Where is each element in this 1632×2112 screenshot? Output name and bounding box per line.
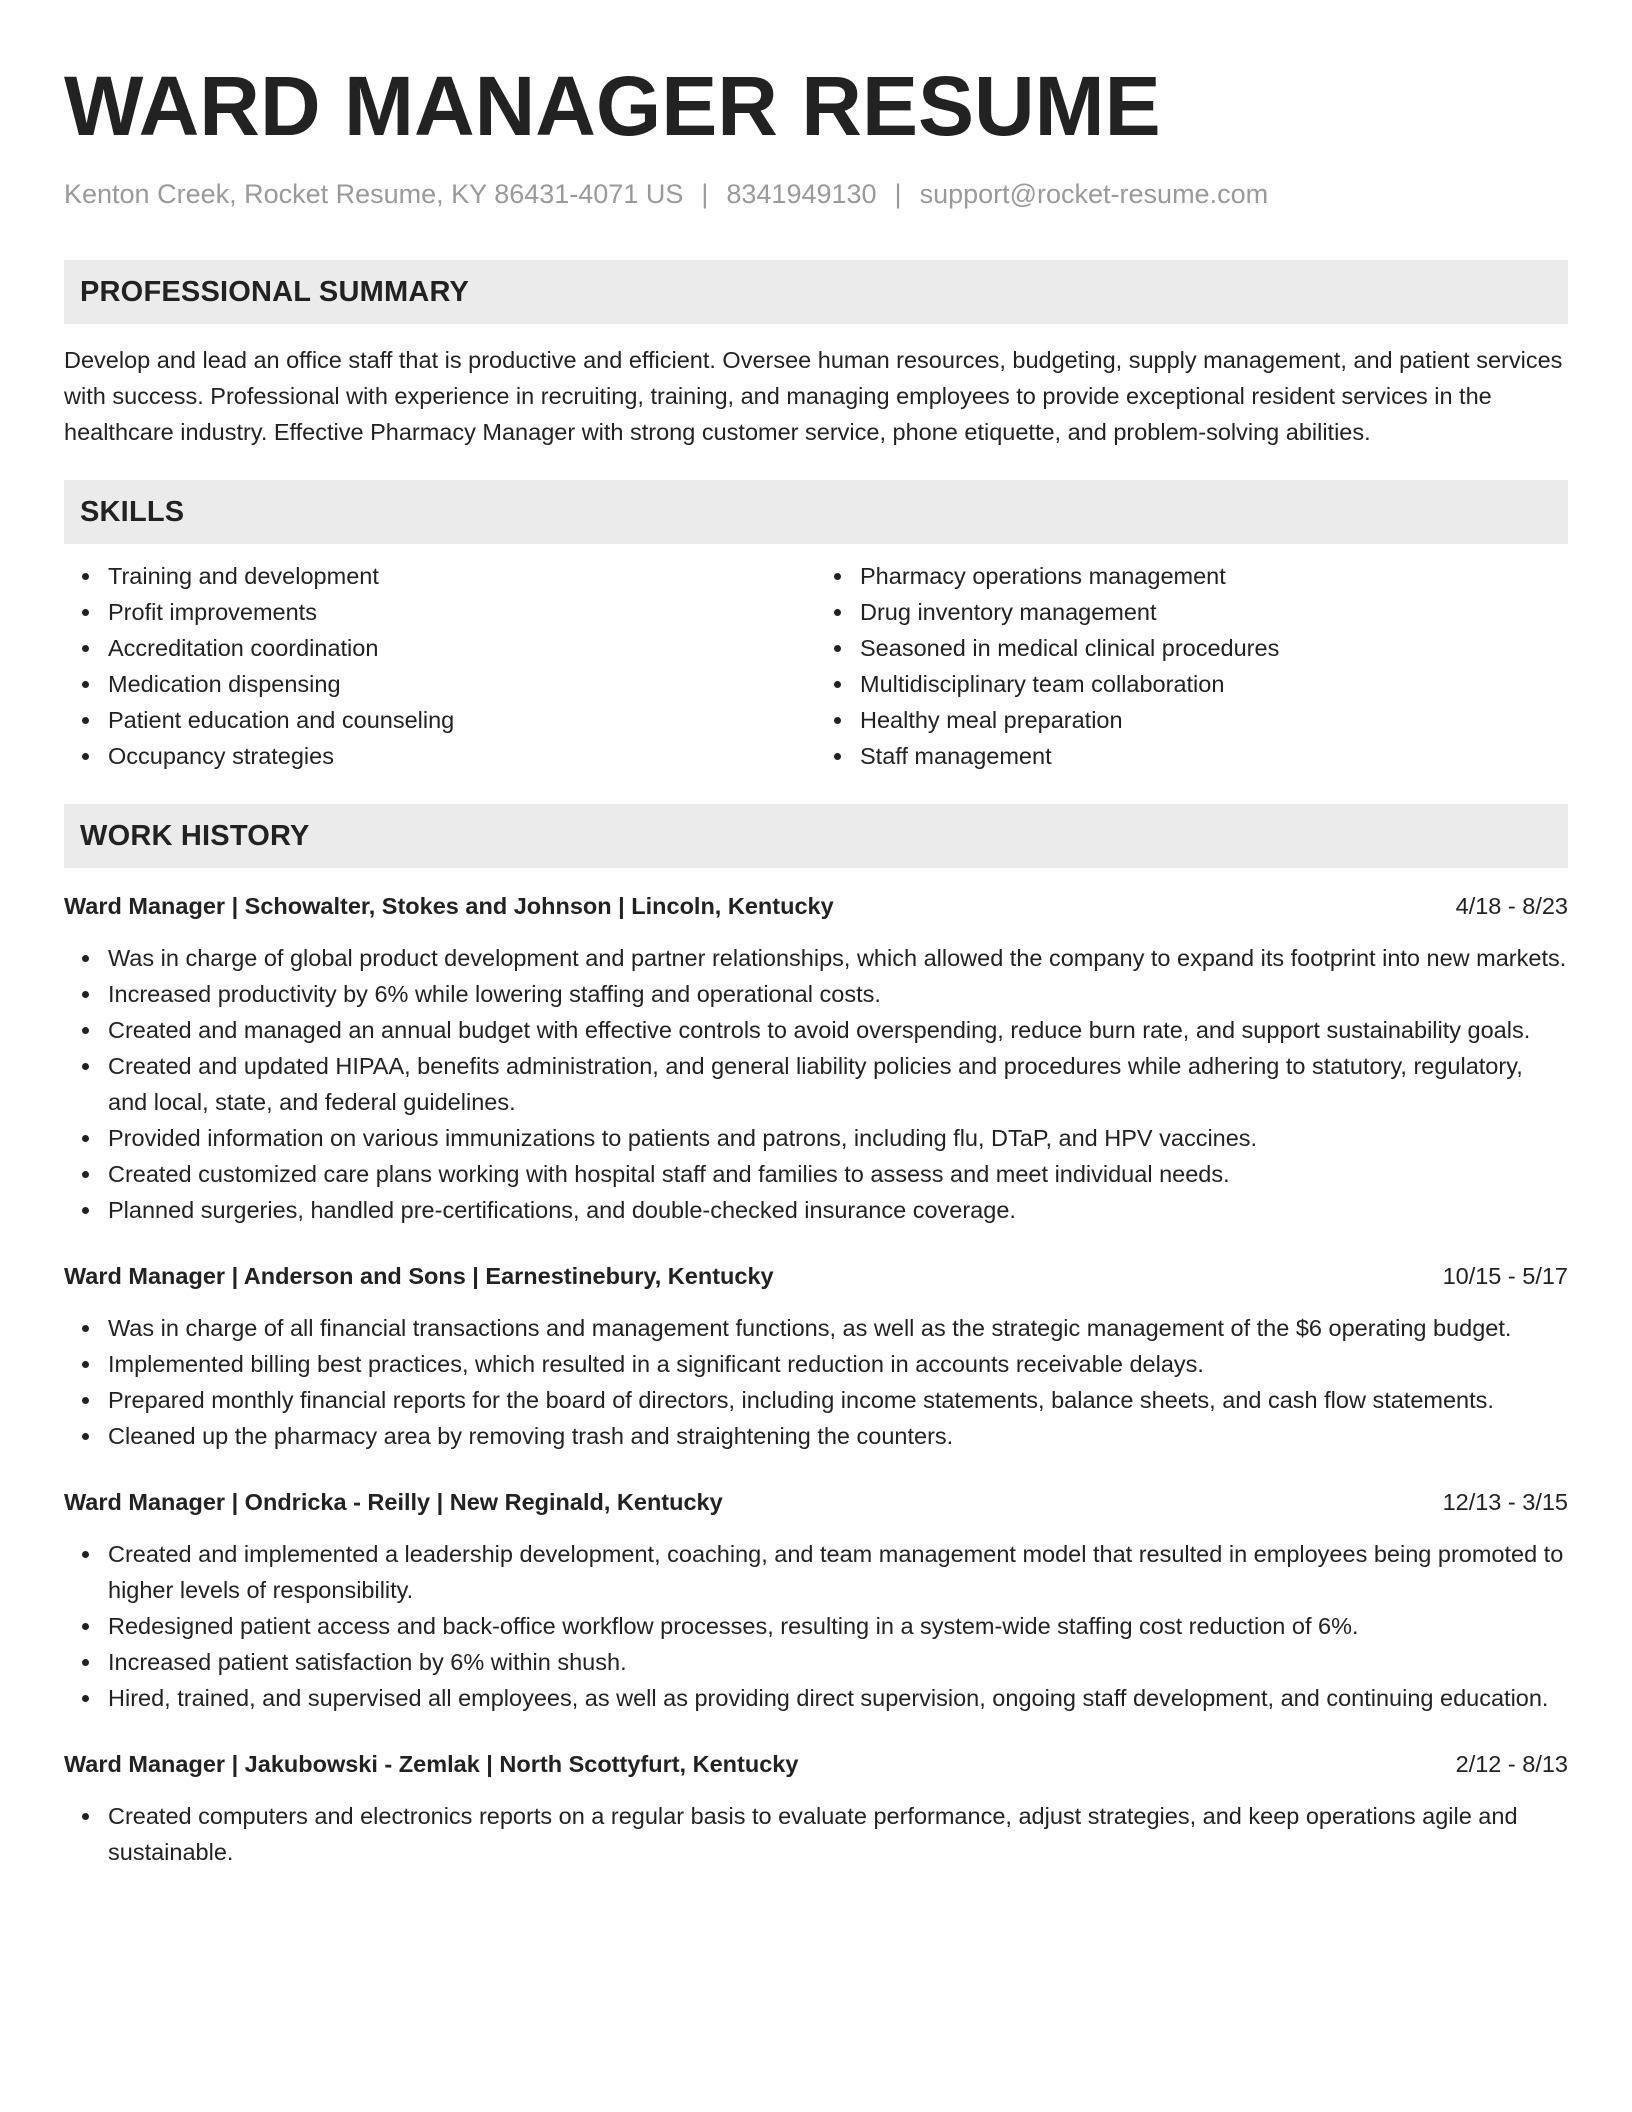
- skills-column-left: [64, 558, 816, 774]
- summary-section-header: [64, 260, 1568, 324]
- job-bullet: Increased productivity by 6% while lowering staffing and operational costs.: [108, 976, 1568, 1012]
- job-entry: [64, 1258, 1568, 1454]
- job-bullet: Was in charge of all financial transactions and management functions, as well as the strategic management of the $6 operating budget.: [108, 1310, 1568, 1346]
- job-bullets: [64, 1798, 1568, 1870]
- skill-item: Patient education and counseling: [108, 702, 816, 738]
- skills-section-header: [64, 480, 1568, 544]
- skill-item: Medication dispensing: [108, 666, 816, 702]
- skill-item: Pharmacy operations management: [860, 558, 1568, 594]
- work-history-heading: WORK HISTORY: [80, 819, 310, 852]
- job-title: Ward Manager | Schowalter, Stokes and Johnson | Lincoln, Kentucky: [64, 893, 834, 919]
- job-bullets: [64, 1536, 1568, 1716]
- job-bullet: Created and implemented a leadership development, coaching, and team management model that resulted in employees being promoted to higher levels of responsibility.: [108, 1536, 1568, 1608]
- work-history-section-header: [64, 804, 1568, 868]
- job-title: Ward Manager | Ondricka - Reilly | New Reginald, Kentucky: [64, 1489, 723, 1515]
- job-header: [64, 888, 1568, 924]
- job-dates: 2/12 - 8/13: [1455, 1751, 1568, 1777]
- job-bullet: Created and managed an annual budget with effective controls to avoid overspending, reduce burn rate, and support sustainability goals.: [108, 1012, 1568, 1048]
- job-bullet: Cleaned up the pharmacy area by removing trash and straightening the counters.: [108, 1418, 1568, 1454]
- skill-item: Healthy meal preparation: [860, 702, 1568, 738]
- job-bullet: Prepared monthly financial reports for the board of directors, including income statements, balance sheets, and cash flow statements.: [108, 1382, 1568, 1418]
- skill-item: Training and development: [108, 558, 816, 594]
- job-bullets: [64, 1310, 1568, 1454]
- contact-line: [64, 176, 1568, 212]
- job-dates: 4/18 - 8/23: [1455, 893, 1568, 919]
- job-bullet: Redesigned patient access and back-office workflow processes, resulting in a system-wide staffing cost reduction of 6%.: [108, 1608, 1568, 1644]
- skill-item: Seasoned in medical clinical procedures: [860, 630, 1568, 666]
- job-bullet: Increased patient satisfaction by 6% within shush.: [108, 1644, 1568, 1680]
- job-dates: 12/13 - 3/15: [1442, 1489, 1568, 1515]
- job-entry: [64, 1484, 1568, 1716]
- skill-item: Staff management: [860, 738, 1568, 774]
- job-header: [64, 1258, 1568, 1294]
- contact-phone: 8341949130: [726, 179, 877, 209]
- job-bullet: Was in charge of global product development and partner relationships, which allowed the company to expand its footprint into new markets.: [108, 940, 1568, 976]
- summary-text: Develop and lead an office staff that is productive and efficient. Oversee human resources, budgeting, supply management, and patient services with success. Professional with experience in recruiting, training, and managing employees to provide exceptional resident services in the healthcare industry. Effective Pharmacy Manager with strong customer service, phone etiquette, and problem-solving abilities.: [64, 347, 1563, 445]
- skill-item: Multidisciplinary team collaboration: [860, 666, 1568, 702]
- job-bullet: Implemented billing best practices, which resulted in a significant reduction in accounts receivable delays.: [108, 1346, 1568, 1382]
- skill-item: Profit improvements: [108, 594, 816, 630]
- contact-address: Kenton Creek, Rocket Resume, KY 86431-4071 US: [64, 179, 684, 209]
- job-header: [64, 1746, 1568, 1782]
- job-header: [64, 1484, 1568, 1520]
- contact-separator: |: [894, 179, 902, 209]
- job-bullet: Created customized care plans working with hospital staff and families to assess and meet individual needs.: [108, 1156, 1568, 1192]
- contact-email: support@rocket-resume.com: [919, 179, 1269, 209]
- skill-item: Occupancy strategies: [108, 738, 816, 774]
- summary-heading: PROFESSIONAL SUMMARY: [80, 275, 470, 308]
- job-bullet: Hired, trained, and supervised all employees, as well as providing direct supervision, ongoing staff development, and continuing education.: [108, 1680, 1568, 1716]
- resume-title: WARD MANAGER RESUME: [64, 59, 1161, 153]
- job-bullets: [64, 940, 1568, 1228]
- skills-column-right: [816, 558, 1568, 774]
- job-title: Ward Manager | Anderson and Sons | Earnestinebury, Kentucky: [64, 1263, 774, 1289]
- job-bullet: Created computers and electronics reports on a regular basis to evaluate performance, adjust strategies, and keep operations agile and sustainable.: [108, 1798, 1568, 1870]
- job-bullet: Provided information on various immunizations to patients and patrons, including flu, DTaP, and HPV vaccines.: [108, 1120, 1568, 1156]
- job-title: Ward Manager | Jakubowski - Zemlak | North Scottyfurt, Kentucky: [64, 1751, 799, 1777]
- skills-list: [64, 558, 1568, 774]
- contact-separator: |: [701, 179, 709, 209]
- skills-heading: SKILLS: [80, 495, 185, 528]
- job-bullet: Created and updated HIPAA, benefits administration, and general liability policies and procedures while adhering to statutory, regulatory, and local, state, and federal guidelines.: [108, 1048, 1568, 1120]
- job-entry: [64, 888, 1568, 1228]
- job-dates: 10/15 - 5/17: [1442, 1263, 1568, 1289]
- job-entry: [64, 1746, 1568, 1870]
- job-bullet: Planned surgeries, handled pre-certifications, and double-checked insurance coverage.: [108, 1192, 1568, 1228]
- skill-item: Accreditation coordination: [108, 630, 816, 666]
- skill-item: Drug inventory management: [860, 594, 1568, 630]
